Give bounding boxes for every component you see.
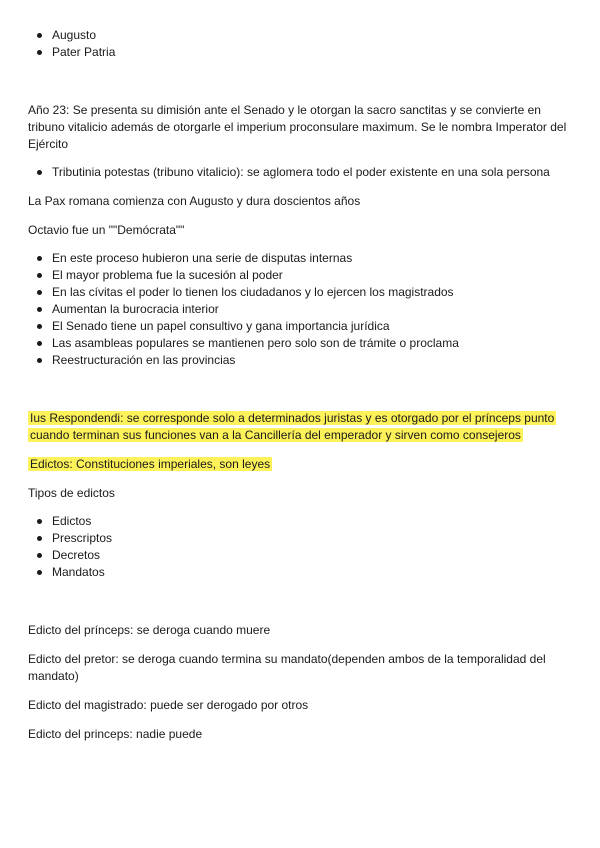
paragraph-ano-23: Año 23: Se presenta su dimisión ante el Senado y le otorgan la sacro sanctitas y se convierte en tribuno vitalicio además de otorgarle el imperium proconsulare maximum. Se le nombra Imperator del Ejército — [28, 103, 567, 151]
list-item: El mayor problema fue la sucesión al poder — [52, 267, 576, 284]
list-tipos — [28, 513, 576, 581]
list-item: En las cívitas el poder lo tienen los ciudadanos y lo ejercen los magistrados — [52, 284, 576, 301]
paragraph-edicto-princeps-nadie: Edicto del princeps: nadie puede — [28, 727, 203, 741]
list-item: Reestructuración en las provincias — [52, 352, 576, 369]
highlighted-text: Ius Respondendi: se corresponde solo a determinados juristas y es otorgado por el prínceps punto cuando terminan sus funciones van a la Cancillería del emperador y sirven como consejeros — [30, 411, 555, 442]
document-page — [28, 24, 576, 743]
paragraph-edictos-definition — [28, 456, 576, 473]
list-item: Edictos — [52, 513, 576, 530]
list-tributinia — [28, 164, 576, 181]
paragraph-edicto-magistrado: Edicto del magistrado: puede ser derogado por otros — [28, 698, 309, 712]
paragraph-pax-romana: La Pax romana comienza con Augusto y dura doscientos años — [28, 194, 361, 208]
list-item: Aumentan la burocracia interior — [52, 301, 576, 318]
paragraph-ius-respondendi — [28, 410, 576, 444]
highlighted-text: Edictos: Constituciones imperiales, son leyes — [30, 457, 271, 471]
list-item: Tributinia potestas (tribuno vitalicio): se aglomera todo el poder existente en una sola persona — [52, 164, 576, 181]
paragraph-octavio: Octavio fue un ""Demócrata"" — [28, 223, 185, 237]
list-item: Decretos — [52, 547, 576, 564]
list-item: Pater Patria — [52, 44, 576, 61]
list-item: Las asambleas populares se mantienen pero solo son de trámite o proclama — [52, 335, 576, 352]
list-item: En este proceso hubieron una serie de disputas internas — [52, 250, 576, 267]
paragraph-edicto-pretor: Edicto del pretor: se deroga cuando termina su mandato(dependen ambos de la temporalidad del mandato) — [28, 652, 546, 683]
list-item: Mandatos — [52, 564, 576, 581]
paragraph-edicto-princeps: Edicto del prínceps: se deroga cuando muere — [28, 623, 271, 637]
list-item: Augusto — [52, 27, 576, 44]
list-item: Prescriptos — [52, 530, 576, 547]
list-proceso — [28, 250, 576, 369]
list-item: El Senado tiene un papel consultivo y gana importancia jurídica — [52, 318, 576, 335]
paragraph-tipos-de-edictos: Tipos de edictos — [28, 486, 115, 500]
list-top — [28, 27, 576, 61]
